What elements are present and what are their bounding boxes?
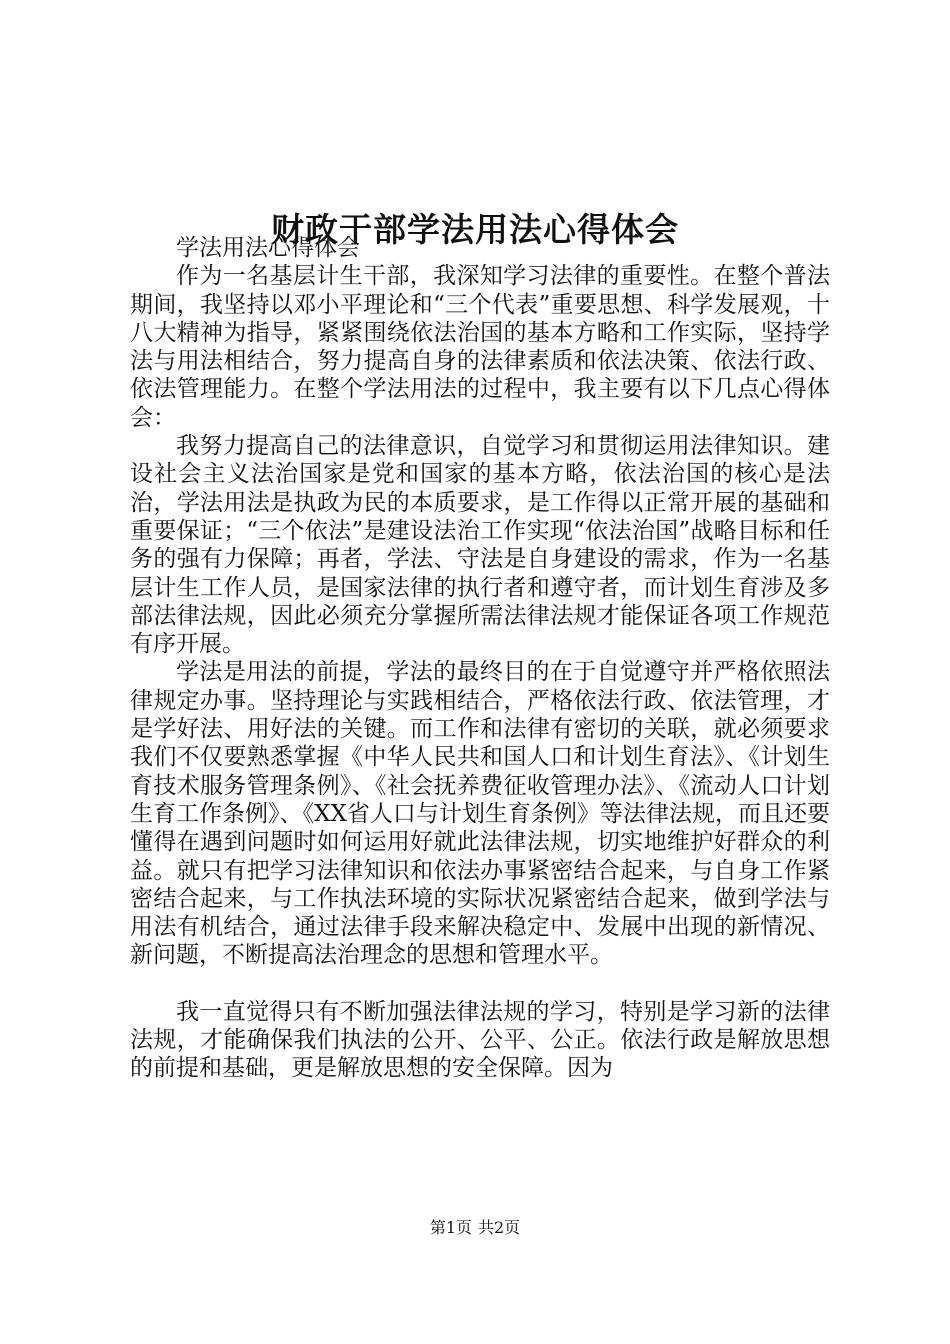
paragraph-1: 作为一名基层计生干部，我深知学习法律的重要性。在整个普法期间，我坚持以邓小平理论和“三个代表”重要思想、科学发展观，十八大精神为指导，紧紧围绕依法治国的基本方略和工作实际，坚持学法与用法相结合，努力提高自身的法律素质和依法决策、依法行政、依法管理能力。在整个学法用法的过程中，我主要有以下几点心得体会： (130, 263, 830, 431)
document-title: 财政干部学法用法心得体会 (271, 210, 679, 250)
document-body (130, 234, 830, 1083)
document-subtitle: 学法用法心得体会 (176, 235, 360, 261)
paragraph-3: 学法是用法的前提，学法的最终目的在于自觉遵守并严格依照法律规定办事。坚持理论与实践相结合，严格依法行政、依法管理，才是学好法、用好法的关键。而工作和法律有密切的关联，就必须要求我们不仅要熟悉掌握《中华人民共和国人口和计划生育法》、《计划生育技术服务管理条例》、《社会抚养费征收管理办法》、《流动人口计划生育工作条例》、《XX省人口与计划生育条例》等法律法规，而且还要懂得在遇到问题时如何运用好就此法律法规，切实地维护好群众的利益。就只有把学习法律知识和依法办事紧密结合起来，与自身工作紧密结合起来，与工作执法环境的实际状况紧密结合起来，做到学法与用法有机结合，通过法律手段来解决稳定中、发展中出现的新情况、新问题，不断提高法治理念的思想和管理水平。 (130, 659, 830, 969)
paragraph-4: 我一直觉得只有不断加强法律法规的学习，特别是学习新的法律法规，才能确保我们执法的公开、公平、公正。依法行政是解放思想的前提和基础，更是解放思想的安全保障。因为 (130, 998, 830, 1082)
page-number-current: 第1页 (429, 1218, 472, 1237)
page-number-total: 共2页 (478, 1218, 521, 1237)
paragraph-2: 我努力提高自己的法律意识，自觉学习和贯彻运用法律知识。建设社会主义法治国家是党和国家的基本方略，依法治国的核心是法治，学法用法是执政为民的本质要求，是工作得以正常开展的基础和重要保证；“三个依法”是建设法治工作实现“依法治国”战略目标和任务的强有力保障；再者，学法、守法是自身建设的需求，作为一名基层计生工作人员，是国家法律的执行者和遵守者，而计划生育涉及多部法律法规，因此必须充分掌握所需法律法规才能保证各项工作规范有序开展。 (130, 433, 830, 658)
page-footer (0, 1218, 950, 1238)
